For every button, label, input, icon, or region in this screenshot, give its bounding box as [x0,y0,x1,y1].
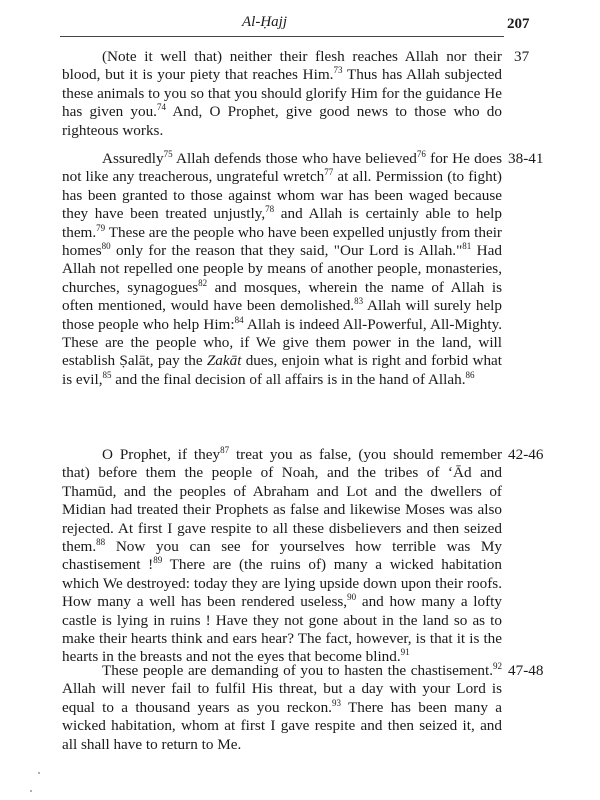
footnote-ref: 85 [102,369,112,380]
footnote-ref: 84 [234,314,244,325]
passage-3 [62,446,502,667]
footnote-ref: 80 [101,240,111,251]
passage-text: O Prophet, if they$^{87}$ treat you as false, (you should remember that) before them the people of Noah, and the tribes of ʻĀd and Thamūd, and the peoples of Abraham and Lot and the dwellers of Midian had treated their Prophets as false and likewise Moses was also rejected. At first I gave respite to all these disbelievers and then seized them.$^{88}$ Now you can see for yourselves how terrible was My chastisement !$^{89}$ There are (the ruins of) many a wicked habitation which We destroyed: today they are lying upside down upon their roofs. How many a well has been rendered useless,$^{90}$ and how many a lofty castle is lying in ruins ! Have they not gone about in the land so as to make their hearts think and ears hear? The fact, however, is that it is the hearts in the breasts and not the eyes that become blind.$^{91}$ [62,444,503,666]
passage-2 [62,150,502,389]
footnote-ref: 90 [347,592,357,603]
footnote-ref: 77 [324,167,334,178]
footnote-ref: 81 [462,240,472,251]
page-number: 207 [507,16,530,32]
footnote-ref: 89 [153,555,163,566]
page-header [0,14,600,36]
footnote-ref: 92 [493,660,502,671]
footnote-ref: 93 [331,697,341,708]
footnote-ref: 86 [465,369,475,380]
header-rule [60,36,504,37]
footnote-ref: 83 [354,296,364,307]
passage-1 [62,48,502,140]
verse-number: 37 [514,48,530,65]
passage-4 [62,662,502,754]
verse-number: 38-41 [508,150,544,167]
footnote-ref: 76 [416,148,426,159]
verse-number: 47-48 [508,662,544,679]
scan-speck [38,772,40,774]
footnote-ref: 87 [220,444,230,455]
running-title: Al-Ḥajj [242,14,287,30]
footnote-ref: 88 [96,536,106,547]
footnote-ref: 74 [156,102,166,113]
footnote-ref: 75 [163,148,173,159]
footnote-ref: 79 [96,222,106,233]
footnote-ref: 73 [333,65,343,76]
footnote-ref: 82 [198,277,208,288]
passage-text: Assuredly$^{75}$ Allah defends those who have believed$^{76}$ for He does not like any treacherous, ungrateful wretch$^{77}$ at all. Permission (to fight) has been granted to those against whom war has been waged because they have been treated unjustly,$^{78}$ and Allah is certainly able to help them.$^{79}$ These are the people who have been expelled unjustly from their homes$^{80}$ only for the reason that they said, "Our Lord is Allah."$^{81}$ Had Allah not repelled one people by means of another people, monasteries, churches, synagogues$^{82}$ and mosques, wherein the name of Allah is often mentioned, would have been demolished.$^{83}$ Allah will surely help those people who help Him:$^{84}$ Allah is indeed All-Powerful, All-Mighty. These are the people who, if We give them power in the land, will establish Ṣalāt, pay the Zakāt dues, enjoin what is right and forbid what is evil,$^{85}$ and the final decision of all affairs is in the hand of Allah.$^{86}$ [62,148,502,388]
passage-text: These people are demanding of you to hasten the chastisement.$^{92}$ Allah will never fail to fulfil His threat, but a day with your Lord is equal to a thousand years as you reckon.$^{93}$ There has been many a wicked habitation, whom at first I gave respite and then seized it, and all shall have to return to Me. [62,660,502,753]
verse-number: 42-46 [508,446,544,463]
footnote-ref: 78 [265,204,275,215]
footnote-ref: 91 [400,647,410,658]
scan-speck [30,790,32,792]
passage-text: (Note it well that) neither their flesh reaches Allah nor their blood, but it is your piety that reaches Him.$^{73}$ Thus has Allah subjected these animals to you so that you should glorify Him for the guidance He has given you.$^{74}$ And, O Prophet, give good news to those who do righteous works. [62,48,502,139]
